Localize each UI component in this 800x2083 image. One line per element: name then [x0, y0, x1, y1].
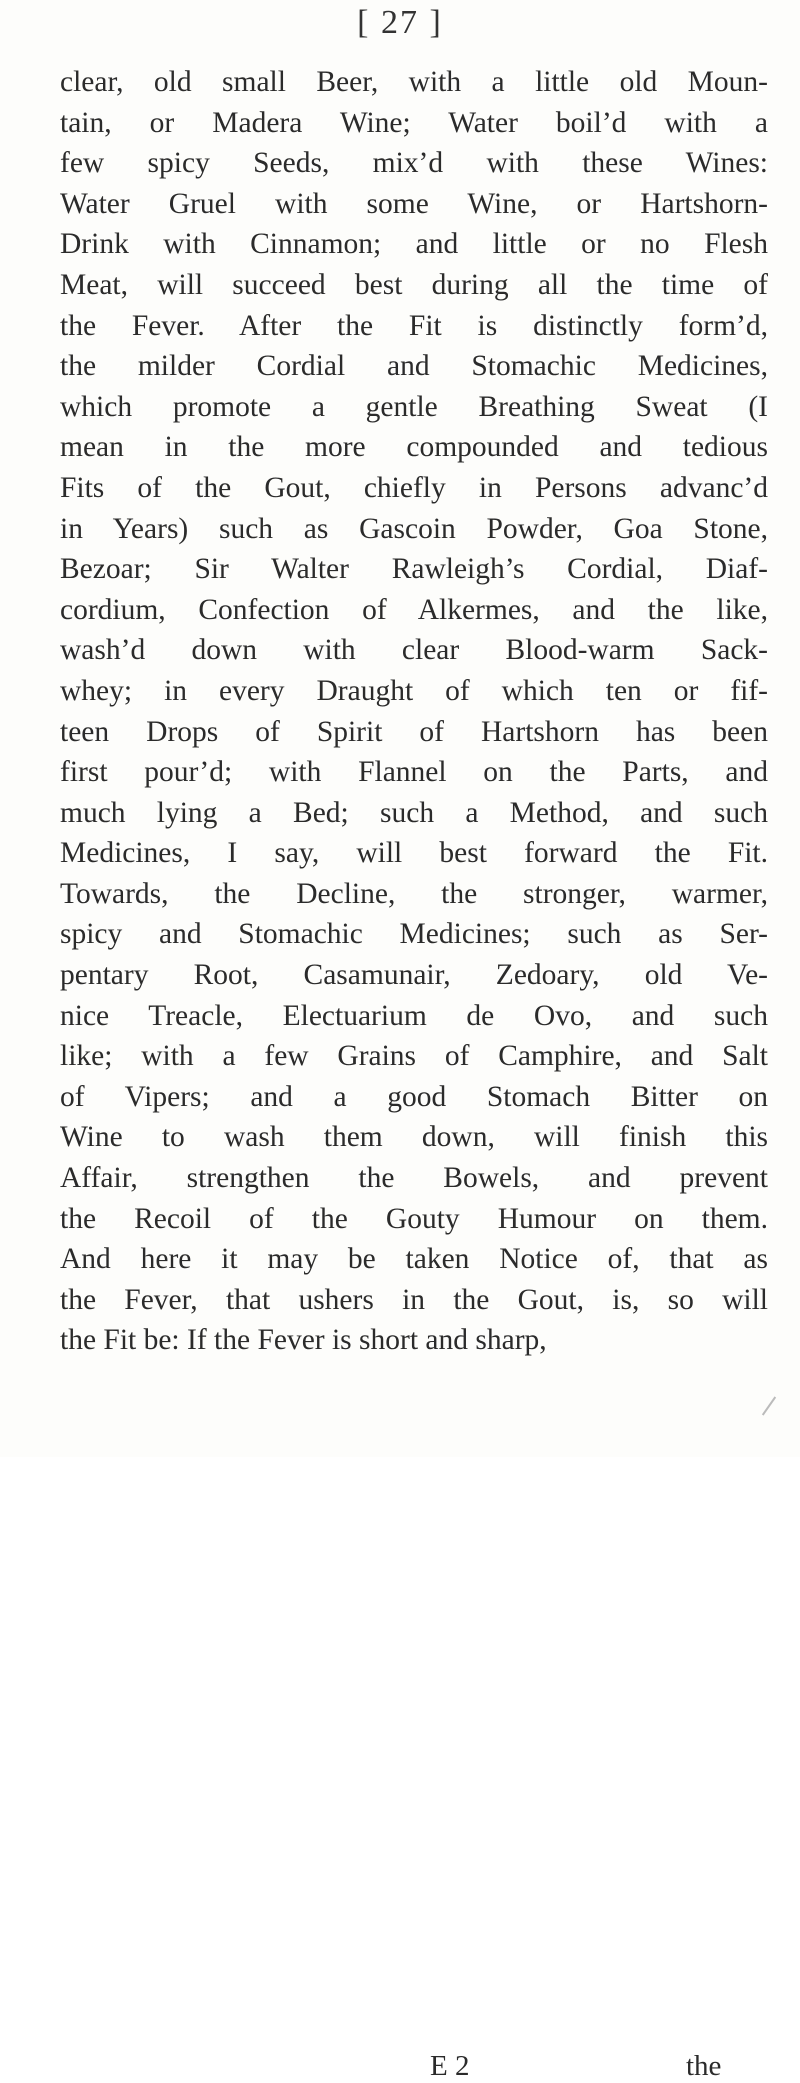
text-line: Drink with Cinnamon; and little or no Flesh — [60, 228, 768, 261]
pencil-mark — [762, 1396, 776, 1415]
text-line: tain, or Madera Wine; Water boil’d with a — [60, 106, 768, 139]
text-line: cordium, Confection of Alkermes, and the like, — [60, 593, 768, 626]
text-line: Towards, the Decline, the stronger, warmer, — [60, 877, 768, 910]
text-line: the Fever, that ushers in the Gout, is, so will — [60, 1283, 768, 1316]
text-line: which promote a gentle Breathing Sweat (I — [60, 390, 768, 423]
text-line: Affair, strengthen the Bowels, and prevent — [60, 1162, 768, 1195]
text-line: mean in the more compounded and tedious — [60, 431, 768, 464]
text-line: Fits of the Gout, chiefly in Persons advanc’d — [60, 471, 768, 504]
text-line: Bezoar; Sir Walter Rawleigh’s Cordial, Diaf- — [60, 553, 768, 586]
text-line: Medicines, I say, will best forward the Fit. — [60, 837, 768, 870]
text-line: the Recoil of the Gouty Humour on them. — [60, 1202, 768, 1235]
text-line: like; with a few Grains of Camphire, and Salt — [60, 1040, 768, 1073]
text-line: much lying a Bed; such a Method, and such — [60, 796, 768, 829]
catchword: the — [686, 2050, 722, 2082]
text-line: clear, old small Beer, with a little old Moun- — [60, 66, 768, 98]
signature-mark: E 2 — [430, 2050, 470, 2082]
text-line: Meat, will succeed best during all the time of — [60, 268, 768, 301]
text-line: whey; in every Draught of which ten or fif- — [60, 674, 768, 707]
text-line: Wine to wash them down, will finish this — [60, 1121, 768, 1154]
text-line: of Vipers; and a good Stomach Bitter on — [60, 1080, 768, 1113]
text-line: the milder Cordial and Stomachic Medicines, — [60, 350, 768, 383]
text-line: wash’d down with clear Blood-warm Sack- — [60, 634, 768, 667]
text-line: first pour’d; with Flannel on the Parts, and — [60, 756, 768, 789]
text-line: few spicy Seeds, mix’d with these Wines: — [60, 147, 768, 180]
text-line: teen Drops of Spirit of Hartshorn has been — [60, 715, 768, 748]
text-line: Water Gruel with some Wine, or Hartshorn- — [60, 187, 768, 220]
text-line: nice Treacle, Electuarium de Ovo, and such — [60, 999, 768, 1032]
body-text — [60, 62, 768, 1361]
page-number: [ 27 ] — [357, 4, 443, 41]
text-line: the Fever. After the Fit is distinctly form’d, — [60, 309, 768, 342]
text-line: pentary Root, Casamunair, Zedoary, old Ve- — [60, 959, 768, 992]
text-line: in Years) such as Gascoin Powder, Goa Stone, — [60, 512, 768, 545]
text-line: spicy and Stomachic Medicines; such as Ser- — [60, 918, 768, 951]
text-line: And here it may be taken Notice of, that as — [60, 1243, 768, 1276]
text-line: the Fit be: If the Fever is short and sharp, — [60, 1324, 547, 1357]
